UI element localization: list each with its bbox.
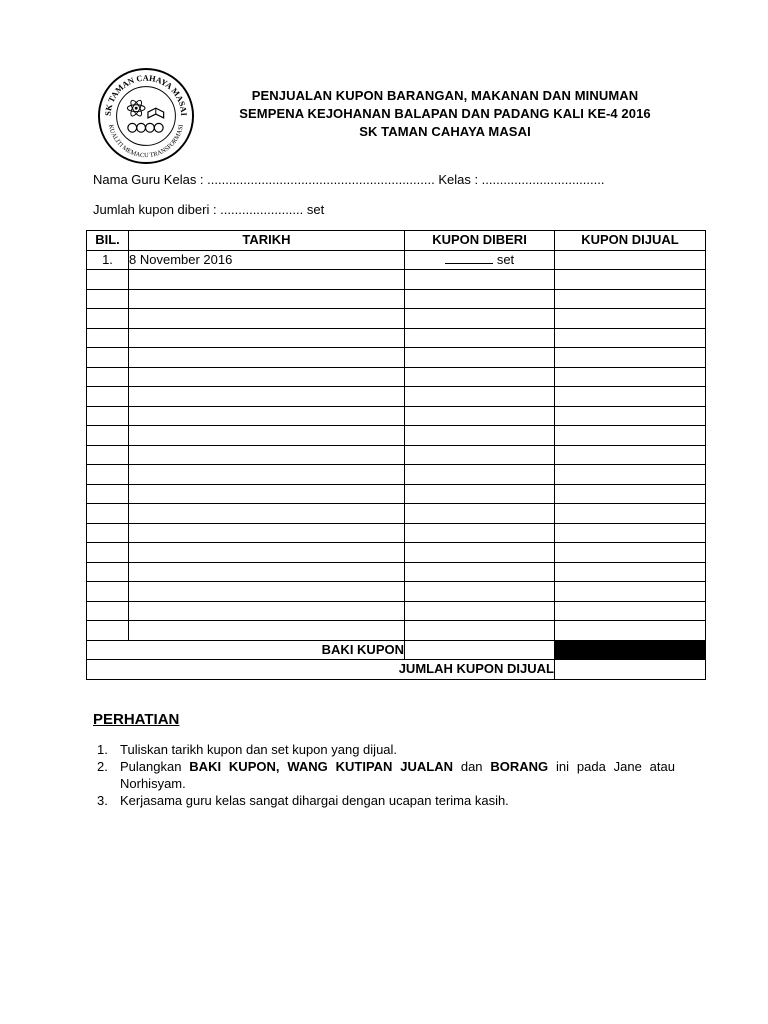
cell-kupon-dijual[interactable] bbox=[555, 562, 706, 582]
cell-kupon-dijual[interactable] bbox=[555, 601, 706, 621]
perhatian-heading: PERHATIAN bbox=[93, 711, 180, 728]
cell-bil[interactable] bbox=[87, 309, 129, 329]
title-line-1: PENJUALAN KUPON BARANGAN, MAKANAN DAN MINUMAN bbox=[251, 88, 639, 103]
cell-tarikh[interactable]: 8 November 2016 bbox=[129, 250, 405, 270]
cell-kupon-diberi[interactable] bbox=[405, 250, 555, 270]
cell-tarikh[interactable] bbox=[129, 523, 405, 543]
cell-kupon-dijual[interactable] bbox=[555, 367, 706, 387]
cell-kupon-dijual[interactable] bbox=[555, 445, 706, 465]
jumlah-kupon-field[interactable]: Jumlah kupon diberi : ....................... set bbox=[93, 202, 325, 217]
cell-bil[interactable] bbox=[87, 582, 129, 602]
coupon-table bbox=[86, 230, 706, 680]
title-line-2: SEMPENA KEJOHANAN BALAPAN DAN PADANG KALI KE-4 2016 bbox=[239, 106, 651, 121]
baki-kupon-label: BAKI KUPON bbox=[87, 640, 405, 660]
item-number: 2. bbox=[97, 759, 108, 774]
table-row bbox=[87, 445, 706, 465]
nama-guru-kelas-field[interactable]: Nama Guru Kelas : ............................................................... Kelas : .................................. bbox=[93, 172, 605, 187]
cell-tarikh[interactable] bbox=[129, 270, 405, 290]
cell-kupon-diberi[interactable] bbox=[405, 328, 555, 348]
header-kupon-diberi: KUPON DIBERI bbox=[405, 231, 555, 251]
cell-tarikh[interactable] bbox=[129, 621, 405, 641]
school-logo bbox=[97, 67, 195, 165]
cell-bil[interactable] bbox=[87, 543, 129, 563]
cell-kupon-diberi[interactable] bbox=[405, 445, 555, 465]
cell-kupon-diberi[interactable] bbox=[405, 621, 555, 641]
cell-bil[interactable] bbox=[87, 562, 129, 582]
blacked-out-cell bbox=[555, 640, 706, 660]
cell-kupon-diberi[interactable] bbox=[405, 465, 555, 485]
set-label: set bbox=[496, 251, 515, 267]
item-number: 3. bbox=[97, 793, 108, 808]
cell-bil[interactable] bbox=[87, 387, 129, 407]
cell-tarikh[interactable] bbox=[129, 504, 405, 524]
note-2-bold-2: BORANG bbox=[490, 759, 549, 774]
cell-kupon-dijual[interactable] bbox=[555, 504, 706, 524]
jumlah-kupon-dijual-cell[interactable] bbox=[555, 660, 706, 680]
cell-bil[interactable] bbox=[87, 523, 129, 543]
cell-tarikh[interactable] bbox=[129, 484, 405, 504]
table-row bbox=[87, 387, 706, 407]
table-header-row bbox=[87, 231, 706, 251]
cell-bil[interactable] bbox=[87, 328, 129, 348]
table-row bbox=[87, 328, 706, 348]
cell-kupon-dijual[interactable] bbox=[555, 543, 706, 563]
cell-tarikh[interactable] bbox=[129, 601, 405, 621]
cell-kupon-diberi[interactable] bbox=[405, 523, 555, 543]
cell-kupon-dijual[interactable] bbox=[555, 406, 706, 426]
table-row bbox=[87, 621, 706, 641]
cell-kupon-dijual[interactable] bbox=[555, 426, 706, 446]
list-item bbox=[93, 792, 675, 809]
cell-tarikh[interactable] bbox=[129, 465, 405, 485]
header-bil: BIL. bbox=[87, 231, 129, 251]
cell-bil[interactable] bbox=[87, 426, 129, 446]
cell-bil[interactable] bbox=[87, 289, 129, 309]
note-2-a: Pulangkan bbox=[120, 759, 190, 774]
cell-kupon-diberi[interactable] bbox=[405, 562, 555, 582]
cell-kupon-diberi[interactable] bbox=[405, 309, 555, 329]
item-number: 1. bbox=[97, 742, 108, 757]
cell-kupon-diberi[interactable] bbox=[405, 426, 555, 446]
cell-kupon-diberi[interactable] bbox=[405, 387, 555, 407]
note-2-c: dan bbox=[453, 759, 491, 774]
cell-tarikh[interactable] bbox=[129, 426, 405, 446]
jumlah-kupon-dijual-label: JUMLAH KUPON DIJUAL bbox=[87, 660, 555, 680]
cell-bil[interactable] bbox=[87, 504, 129, 524]
logo-top-text: SK TAMAN CAHAYA MASAI bbox=[103, 73, 189, 117]
table-row bbox=[87, 367, 706, 387]
cell-kupon-diberi[interactable] bbox=[405, 270, 555, 290]
table-row bbox=[87, 523, 706, 543]
baki-kupon-cell[interactable] bbox=[405, 640, 555, 660]
cell-tarikh[interactable] bbox=[129, 328, 405, 348]
table-row bbox=[87, 562, 706, 582]
cell-kupon-dijual[interactable] bbox=[555, 270, 706, 290]
cell-kupon-dijual[interactable] bbox=[555, 250, 706, 270]
cell-tarikh[interactable] bbox=[129, 445, 405, 465]
cell-kupon-dijual[interactable] bbox=[555, 484, 706, 504]
notes-list bbox=[93, 741, 675, 809]
cell-bil[interactable] bbox=[87, 621, 129, 641]
cell-kupon-dijual[interactable] bbox=[555, 523, 706, 543]
table-row bbox=[87, 465, 706, 485]
cell-tarikh[interactable] bbox=[129, 387, 405, 407]
cell-bil[interactable] bbox=[87, 445, 129, 465]
cell-bil[interactable] bbox=[87, 367, 129, 387]
cell-kupon-diberi[interactable] bbox=[405, 367, 555, 387]
note-2-bold-1: BAKI KUPON, WANG KUTIPAN JUALAN bbox=[189, 759, 453, 774]
cell-kupon-diberi[interactable] bbox=[405, 582, 555, 602]
cell-tarikh[interactable] bbox=[129, 582, 405, 602]
table-row bbox=[87, 582, 706, 602]
table-row bbox=[87, 543, 706, 563]
baki-row bbox=[87, 640, 706, 660]
cell-kupon-dijual[interactable] bbox=[555, 465, 706, 485]
cell-tarikh[interactable] bbox=[129, 367, 405, 387]
table-row bbox=[87, 289, 706, 309]
table-row bbox=[87, 270, 706, 290]
cell-kupon-dijual[interactable] bbox=[555, 289, 706, 309]
cell-kupon-diberi[interactable] bbox=[405, 484, 555, 504]
table-row bbox=[87, 309, 706, 329]
cell-kupon-dijual[interactable] bbox=[555, 582, 706, 602]
cell-kupon-diberi[interactable] bbox=[405, 348, 555, 368]
form-title bbox=[200, 87, 690, 141]
cell-bil[interactable] bbox=[87, 484, 129, 504]
jumlah-row bbox=[87, 660, 706, 680]
cell-bil[interactable]: 1. bbox=[87, 250, 129, 270]
list-item bbox=[93, 758, 675, 792]
table-row bbox=[87, 504, 706, 524]
list-item bbox=[93, 741, 675, 758]
cell-tarikh[interactable] bbox=[129, 289, 405, 309]
note-1: Tuliskan tarikh kupon dan set kupon yang dijual. bbox=[120, 742, 398, 757]
cell-kupon-diberi[interactable] bbox=[405, 406, 555, 426]
cell-kupon-dijual[interactable] bbox=[555, 348, 706, 368]
table-row bbox=[87, 250, 706, 270]
cell-kupon-diberi[interactable] bbox=[405, 289, 555, 309]
cell-tarikh[interactable] bbox=[129, 562, 405, 582]
cell-kupon-diberi[interactable] bbox=[405, 601, 555, 621]
cell-bil[interactable] bbox=[87, 465, 129, 485]
cell-bil[interactable] bbox=[87, 601, 129, 621]
note-3: Kerjasama guru kelas sangat dihargai dengan ucapan terima kasih. bbox=[120, 793, 509, 808]
table-row bbox=[87, 484, 706, 504]
cell-tarikh[interactable] bbox=[129, 309, 405, 329]
title-line-3: SK TAMAN CAHAYA MASAI bbox=[359, 124, 531, 139]
cell-bil[interactable] bbox=[87, 270, 129, 290]
cell-kupon-dijual[interactable] bbox=[555, 621, 706, 641]
header-tarikh: TARIKH bbox=[129, 231, 405, 251]
cell-kupon-diberi[interactable] bbox=[405, 504, 555, 524]
header-kupon-dijual: KUPON DIJUAL bbox=[555, 231, 706, 251]
cell-tarikh[interactable] bbox=[129, 348, 405, 368]
cell-kupon-dijual[interactable] bbox=[555, 328, 706, 348]
cell-kupon-diberi[interactable] bbox=[405, 543, 555, 563]
cell-bil[interactable] bbox=[87, 406, 129, 426]
cell-kupon-dijual[interactable] bbox=[555, 387, 706, 407]
blank-line bbox=[445, 251, 493, 264]
cell-kupon-dijual[interactable] bbox=[555, 309, 706, 329]
table-row bbox=[87, 426, 706, 446]
table-row bbox=[87, 348, 706, 368]
cell-tarikh[interactable] bbox=[129, 406, 405, 426]
cell-tarikh[interactable] bbox=[129, 543, 405, 563]
cell-bil[interactable] bbox=[87, 348, 129, 368]
logo-bottom-text: KUALITI MEMACU TRANSFORMASI bbox=[107, 123, 185, 160]
note-2-e: ini pada Jane atau Norhisyam. bbox=[120, 759, 675, 791]
table-row bbox=[87, 601, 706, 621]
table-row bbox=[87, 406, 706, 426]
